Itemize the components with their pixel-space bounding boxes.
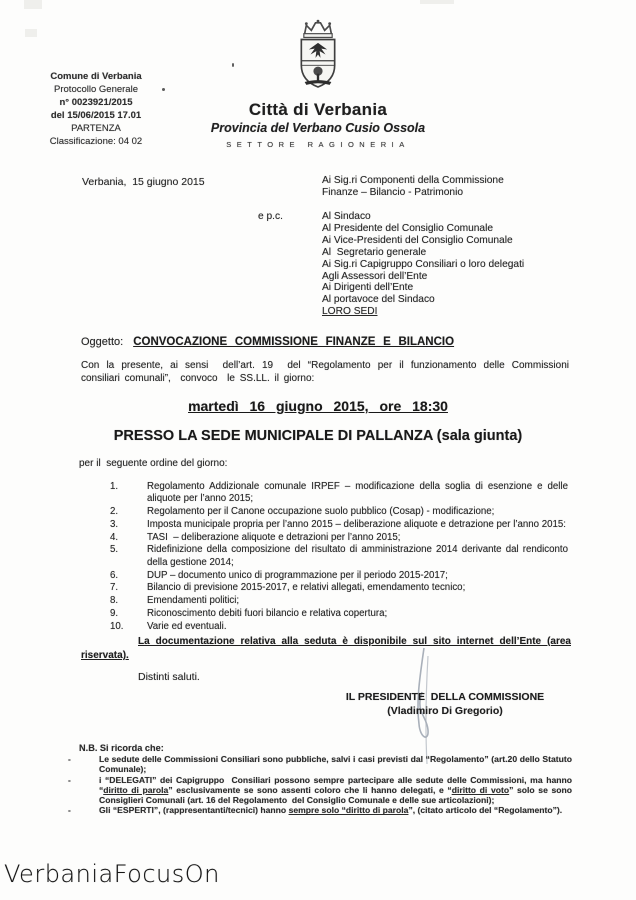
nb-text-part-underlined: diritto di parola [103,784,169,795]
agenda-item-text: Emendamenti politici; [147,595,240,607]
stamp-direction: PARTENZA [71,123,121,134]
cc-recipient: Al Presidente del Consiglio Comunale [322,222,494,234]
recipients-block [322,175,504,199]
nb-text-part: Gli “ESPERTI”, (rappresentanti/tecnici) hanno [99,805,289,816]
signature-block [320,691,570,718]
agenda-item-text: Ridefinizione della composizione del risultato di amministrazione 2014 derivante dal rendiconto della gestione 2014; [147,544,568,568]
nb-dash: - [68,774,71,785]
stamp-protocol-number: n° 0023921/2015 [59,97,133,108]
stamp-municipality: Comune di Verbania [50,71,142,82]
cc-recipient: Al portavoce del Sindaco [322,294,435,306]
agenda-item-number: 6. [110,569,119,581]
stamp-office: Protocollo Generale [54,84,138,95]
watermark: VerbaniaFocusOn [4,860,220,888]
nb-block [66,744,572,816]
availability-note: La documentazione relativa alla seduta è disponibile sul sito internet dell’Ente (area riservata). [81,636,571,661]
agenda-item-number: 5. [110,544,119,556]
nb-text-part-underlined: sempre solo “diritto di parola [288,805,409,816]
nb-text-part: ” esclusivamente se sono assenti coloro che li hanno delegati, e “ [168,784,452,795]
intro-paragraph: Con la presente, ai sensi dell’art. 19 del “Regolamento per il funzionamento delle Commissioni consiliari comunali”, convoco le SS.LL. il giorno: [81,360,569,384]
agenda-item-text: DUP – documento unico di programmazione per il periodo 2015-2017; [147,569,448,581]
nb-title: N.B. Si ricorda che: [79,743,164,753]
nb-text-part: ” solo se sono Consiglieri Comunali (art. 16 del Regolamento del Consiglio Comunale e delle sue articolazioni); [99,784,573,805]
agenda-item-number: 10. [110,620,124,632]
subject-text: CONVOCAZIONE COMMISSIONE FINANZE E BILANCIO [133,336,455,348]
agenda-item-number: 9. [110,607,119,619]
recipient-line: Ai Sig.ri Componenti della Commissione [322,175,504,186]
agenda-item-number: 1. [110,481,119,492]
nb-dash: - [68,753,71,764]
city-title: Città di Verbania [248,100,388,119]
cc-destination: LORO SEDI [322,306,378,318]
agenda-item [110,519,568,531]
agenda-item-number: 7. [110,582,119,594]
agenda-item-text: Imposta municipale propria per l’anno 2015 – deliberazione aliquote e detrazione per l’anno 2015: [147,518,566,530]
agenda-item [110,582,568,594]
nb-item-text [99,776,572,806]
cc-recipients-block [322,211,524,318]
stamp-classification: Classificazione: 04 02 [49,136,143,147]
nb-item-text [99,806,572,816]
nb-item [66,776,572,806]
verbania-coat-of-arms-icon [293,18,343,96]
subject-label: Oggetto: [81,336,124,348]
sector-label: SETTORE RAGIONERIA [226,140,410,149]
letterhead [0,18,636,149]
stamp-protocol-date: del 15/06/2015 17.01 [50,110,142,121]
nb-item [66,755,572,775]
agenda-item [110,595,568,607]
agenda-item [110,570,568,582]
agenda-item [110,608,568,620]
agenda-item-number: 2. [110,506,119,518]
nb-item-text [99,755,572,775]
signer-name: (Vladimiro Di Gregorio) [387,704,503,717]
agenda-item-number: 8. [110,595,119,607]
meeting-datetime: martedì 16 giugno 2015, ore 18:30 [188,398,448,414]
agenda-list [110,481,568,634]
agenda-item-text: Regolamento Addizionale comunale IRPEF – modificazione della soglia di esenzione e delle aliquote per l’anno 2015; [147,481,568,505]
closing-salutation: Distinti saluti. [138,671,200,683]
agenda-intro: per il seguente ordine del giorno: [79,458,228,469]
agenda-item-text: Regolamento per il Canone occupazione suolo pubblico (Cosap) - modificazione; [147,506,495,518]
nb-text-part-underlined: diritto di voto [451,784,510,795]
cc-recipient: Ai Dirigenti dell’Ente [322,282,414,294]
signer-title: IL PRESIDENTE DELLA COMMISSIONE [345,691,545,703]
nb-item [66,806,572,816]
cc-recipient: Ai Vice-Presidenti del Consiglio Comunale [322,234,513,246]
agenda-item-text: Bilancio di previsione 2015-2017, e relativi allegati, emendamento tecnico; [147,582,466,594]
agenda-item [110,544,568,569]
cc-recipient: Ai Sig.ri Capigruppo Consiliari o loro delegati [322,258,525,270]
agenda-item [110,481,568,506]
nb-text-part: Le sedute delle Commissioni Consiliari sono pubbliche, salvi i casi previsti dal “Regolamento” (art.20 dello Statuto Comunale); [99,753,572,774]
agenda-item-number: 3. [110,518,119,530]
scan-artifact [420,0,454,4]
province-subtitle: Provincia del Verbano Cusio Ossola [210,121,426,135]
agenda-item-text: Riconoscimento debiti fuori bilancio e relativa copertura; [147,607,388,619]
agenda-item [110,621,568,633]
cc-label: e p.c. [258,211,283,222]
place-date: Verbania, 15 giugno 2015 [82,176,205,188]
recipient-line: Finanze – Bilancio - Patrimonio [322,186,463,198]
subject-row [81,336,454,348]
scan-artifact [24,0,42,9]
meeting-place: PRESSO LA SEDE MUNICIPALE DI PALLANZA (sala giunta) [113,428,523,444]
agenda-item [110,532,568,544]
agenda-item [110,506,568,518]
agenda-item-number: 4. [110,531,119,543]
agenda-item-text: Varie ed eventuali. [147,620,227,632]
agenda-item-text: TASI – deliberazione aliquote e detrazioni per l’anno 2015; [147,531,401,543]
cc-recipient: Al Segretario generale [322,246,427,258]
nb-dash: - [68,805,71,816]
cc-recipient: Al Sindaco [322,211,371,222]
nb-text-part: ”, (citato articolo del “Regolamento”). [408,805,563,816]
nb-text-part: i “DELEGATI” dei Capigruppo Consiliari possono sempre partecipare alle sedute delle Commissioni, ma hanno “ [99,774,572,795]
cc-recipient: Agli Assessori dell’Ente [322,270,428,282]
